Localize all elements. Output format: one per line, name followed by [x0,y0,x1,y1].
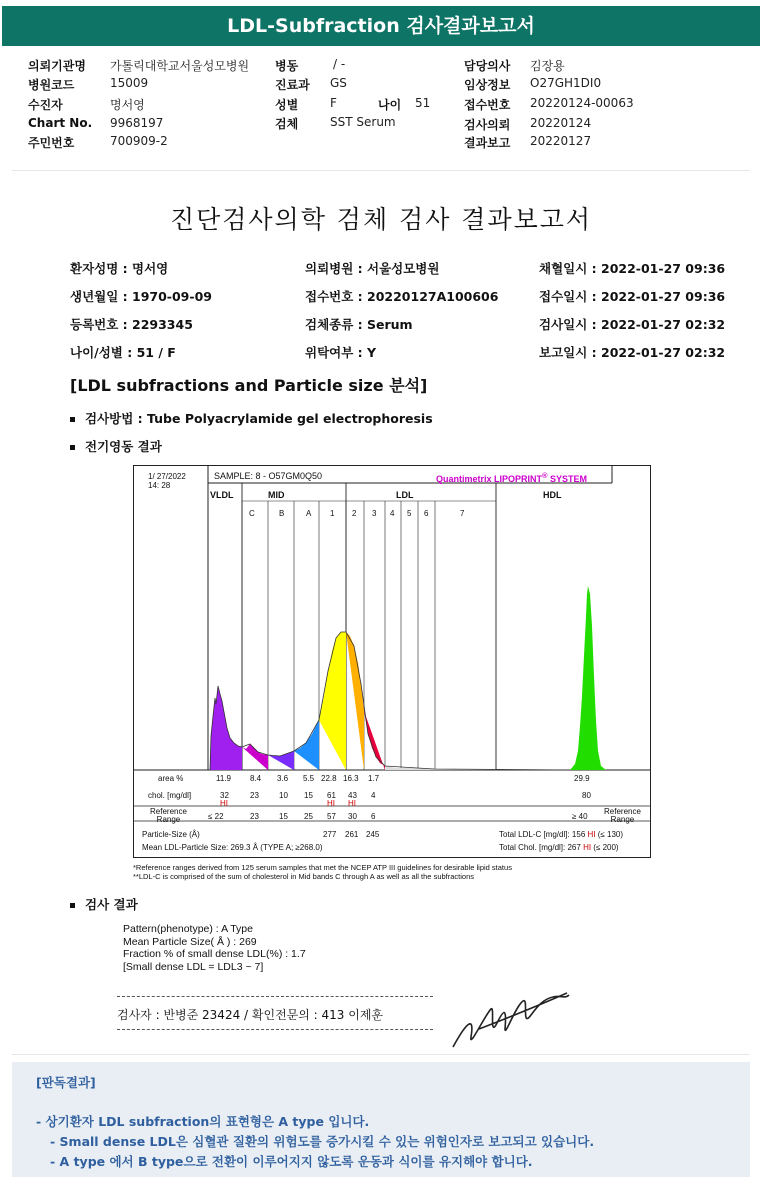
total-ldl-hi: HI [587,830,596,839]
peak-mid-b [268,751,294,770]
ref-right-label: Reference Range [604,807,641,824]
method-line [70,409,433,427]
header-label: 임상정보 [464,78,511,92]
chart-time: 14: 28 [148,481,171,490]
patient-info: 위탁여부 : Y [305,345,377,360]
group-label-vldl: VLDL [210,490,234,500]
header-label: 검사의뢰 [464,118,511,132]
total-chol-hi: HI [583,843,592,852]
bullet-icon [70,417,75,422]
area-value-a: 5.5 [303,774,315,783]
total-ldl-value: Total LDL-C [mg/dl]: 156 [499,830,586,839]
band-label-7: 7 [460,509,465,518]
total-chol-ref: (≤ 200) [593,843,619,852]
header-value: 15009 [110,76,149,90]
patient-info: 검체종류 : Serum [305,317,413,332]
band-label-6: 6 [424,509,429,518]
chol-value-3: 4 [371,791,376,800]
area-value-vldl: 11.9 [216,774,231,783]
header-value: 20220124-00063 [530,96,634,110]
band-label-a: A [306,509,312,518]
patient-info: 접수일시 : 2022-01-27 09:36 [539,289,726,304]
peak-ldl3 [364,711,385,770]
judgement-title: [판독결과] [36,1075,96,1090]
ref-value-vldl: ≤ 22 [208,812,224,821]
header-value: 가톨릭대학교서울성모병원 [110,59,250,73]
band-label-b: B [279,509,285,518]
chart-brand [436,471,587,484]
header-label: 나이 [378,98,402,112]
note-line: **LDL-C is comprised of the sum of cholesterol in Mid bands C through A as well as all the subfractions [133,872,475,881]
judgement-line: - A type 에서 B type으로 전환이 이루어지지 않도록 운동과 식이를 유지해야 합니다. [50,1154,533,1169]
header-label: 담당의사 [464,59,511,73]
header-label: 주민번호 [28,136,75,150]
hi-flag-vldl: HI [220,799,228,808]
divider [117,996,433,997]
band-label-5: 5 [407,509,412,518]
result-line: [Small dense LDL = LDL3 ~ 7] [123,960,264,973]
chol-value-b: 10 [279,791,288,800]
hi-flag-1: HI [327,799,335,808]
report-title: LDL-Subfraction 검사결과보고서 [2,6,760,46]
area-value-c: 8.4 [250,774,262,783]
signature-line: 검사자 : 반병준 23424 / 확인전문의 : 413 이제훈 [117,1008,384,1022]
chol-value-c: 23 [250,791,259,800]
header-label: 성별 [275,98,299,112]
peak-mid-c [242,744,268,770]
judgement-line: - 상기환자 LDL subfraction의 표현형은 A type 입니다. [36,1114,370,1129]
ref-value-a: 25 [304,812,313,821]
total-chol [499,843,619,852]
hi-flag-2: HI [348,799,356,808]
ref-value-c: 23 [250,812,259,821]
result-label [70,895,138,913]
row-label-particle: Particle-Size (Å) [142,830,200,839]
result-line: Fraction % of small dense LDL(%) : 1.7 [123,948,306,960]
row-label-chol: chol. [mg/dl] [148,791,192,800]
ref-value-b: 15 [279,812,288,821]
band-label-3: 3 [372,509,377,518]
patient-info: 나이/성별 : 51 / F [70,345,176,360]
chol-value-vldl: 32 [220,791,229,800]
header-label: 병동 [275,59,299,73]
band-label-1: 1 [330,509,335,518]
chol-value-1: 61 [327,791,336,800]
area-value-3: 1.7 [368,774,380,783]
ref-value-3: 6 [371,812,376,821]
particle-size-2: 261 [345,830,359,839]
group-label-mid: MID [268,490,285,500]
band-label-4: 4 [390,509,395,518]
electrophoresis-text: 전기영동 결과 [85,439,162,454]
total-ldl-ref: (≤ 130) [597,830,624,839]
patient-info: 의뢰병원 : 서울성모병원 [305,261,440,276]
method-text: 검사방법 : Tube Polyacrylamide gel electrophoresis [85,411,433,426]
ref-value-hdl: ≥ 40 [572,812,588,821]
area-value-2: 16.3 [343,774,359,783]
group-label-hdl: HDL [543,490,562,500]
patient-info: 등록번호 : 2293345 [70,317,193,332]
header-value: / - [333,57,346,71]
result-label-text: 검사 결과 [85,897,138,912]
bullet-icon [70,903,75,908]
brand-name: Quantimetrix LIPOPRINT [436,474,543,484]
patient-info: 검사일시 : 2022-01-27 02:32 [539,317,726,332]
band-label-2: 2 [352,509,357,518]
chart-date: 1/ 27/2022 [148,472,186,481]
ref-value-2: 30 [348,812,357,821]
header-label: 병원코드 [28,78,75,92]
row-label-reference: Reference Range [150,807,187,824]
header-label: 수진자 [28,98,63,112]
divider [117,1029,433,1030]
trace-outline [210,632,570,770]
header-value: 김장용 [530,59,565,73]
electrophoresis-label [70,437,162,455]
particle-size-1: 277 [323,830,337,839]
header-label: 결과보고 [464,136,511,150]
header-value: 20220124 [530,116,592,130]
lipoprint-svg [134,466,650,857]
peak-hdl [570,586,606,770]
header-label: 의뢰기관명 [28,59,86,73]
area-value-b: 3.6 [277,774,289,783]
chol-value-2: 43 [348,791,357,800]
chol-value-hdl: 80 [582,791,591,800]
area-value-hdl: 29.9 [574,774,590,783]
ref-value-1: 57 [327,812,336,821]
result-line: Mean Particle Size( Å ) : 269 [123,935,257,948]
patient-info: 환자성명 : 명서영 [70,261,169,276]
header-value: F [330,96,337,110]
chart-sample: SAMPLE: 8 - O57GM0Q50 [214,471,323,481]
header-label: 접수번호 [464,98,511,112]
signature-icon [445,985,575,1055]
header-label: 진료과 [275,78,310,92]
note-line: *Reference ranges derived from 125 serum samples that met the NCEP ATP III guidelines for desirable lipid status [133,863,512,872]
result-block [123,923,306,973]
total-ldl [499,830,623,839]
lipoprint-chart [133,465,651,858]
area-value-1: 22.8 [321,774,337,783]
document-title: 진단검사의학 검체 검사 결과보고서 [169,205,593,234]
band-label-c: C [249,509,255,518]
bullet-icon [70,445,75,450]
total-chol-value: Total Chol. [mg/dl]: 267 [499,843,581,852]
header-value: O27GH1DI0 [530,76,602,90]
header-value: 20220127 [530,134,592,148]
particle-size-3: 245 [366,830,380,839]
header-label: Chart No. [28,116,93,130]
chol-value-a: 15 [304,791,313,800]
patient-info: 접수번호 : 20220127A100606 [305,289,499,304]
header-value: GS [330,76,347,90]
judgement-line: - Small dense LDL은 심혈관 질환의 위험도를 증가시킬 수 있는 위험인자로 보고되고 있습니다. [50,1134,595,1149]
header-value: 51 [415,96,431,110]
row-label-area: area % [158,774,184,783]
mean-ldl-size: Mean LDL-Particle Size: 269.3 Å (TYPE A; ≥268.0) [142,843,323,852]
header-value: 명서영 [110,98,145,112]
patient-info: 채혈일시 : 2022-01-27 09:36 [539,261,726,276]
patient-info: 생년월일 : 1970-09-09 [70,289,212,304]
header-value: 700909-2 [110,134,168,148]
brand-registered: ® [542,471,548,480]
peak-mid-a [294,720,319,770]
header-label: 검체 [275,117,299,131]
header-value: 9968197 [110,116,164,130]
brand-suffix: SYSTEM [547,474,588,484]
patient-info: 보고일시 : 2022-01-27 02:32 [539,345,726,360]
group-label-ldl: LDL [396,490,414,500]
chart-notes [133,863,512,881]
result-line: Pattern(phenotype) : A Type [123,923,253,935]
header-value: SST Serum [330,115,396,129]
section-title: [LDL subfractions and Particle size 분석] [70,376,428,395]
